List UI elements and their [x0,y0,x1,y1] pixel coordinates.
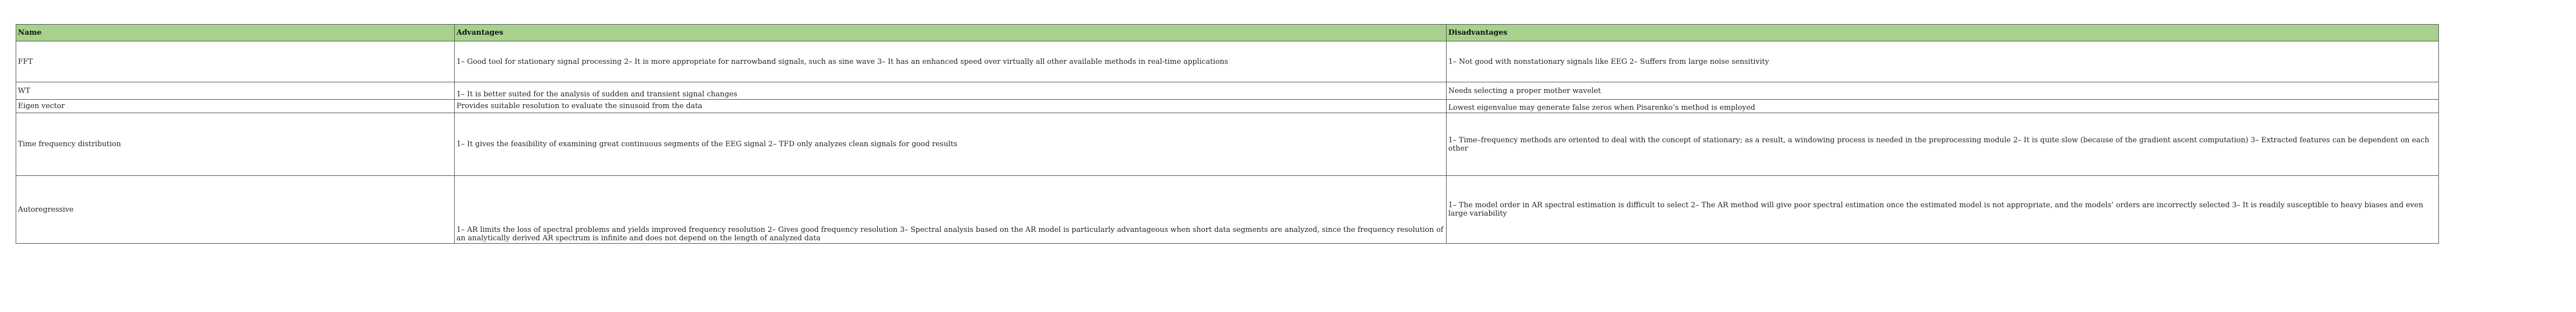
advantages-cell: 1– It gives the feasibility of examining great continuous segments of the EEG signal 2– TFD only analyzes clean signals for good results [455,113,1447,176]
table-row [16,41,2439,82]
disadvantages-cell: 1– Not good with nonstationary signals like EEG 2– Suffers from large noise sensitivity [1447,41,2439,82]
method-name: Eigen vector [16,100,455,113]
header-disadvantages: Disadvantages [1447,25,2439,41]
disadvantages-cell: Needs selecting a proper mother wavelet [1447,82,2439,100]
disadvantages-cell: Lowest eigenvalue may generate false zeros when Pisarenko’s method is employed [1447,100,2439,113]
advantages-cell: 1– AR limits the loss of spectral problems and yields improved frequency resolution 2– Gives good frequency resolution 3– Spectral analysis based on the AR model is particularly advantageous when short data segments are analyzed, since the frequency resolution of an analytically derived AR spectrum is infinite and does not depend on the length of analyzed data [455,176,1447,244]
method-name: WT [16,82,455,100]
method-name: FFT [16,41,455,82]
advantages-cell: 1– It is better suited for the analysis of sudden and transient signal changes [455,82,1447,100]
table-row [16,100,2439,113]
method-name: Time frequency distribution [16,113,455,176]
disadvantages-cell: 1– The model order in AR spectral estimation is difficult to select 2– The AR method will give poor spectral estimation once the estimated model is not appropriate, and the models’ orders are incorrectly selected 3– It is readily susceptible to heavy biases and even large variability [1447,176,2439,244]
method-name: Autoregressive [16,176,455,244]
comparison-table [16,24,2439,244]
table-row [16,113,2439,176]
advantages-cell: Provides suitable resolution to evaluate the sinusoid from the data [455,100,1447,113]
disadvantages-cell: 1– Time–frequency methods are oriented to deal with the concept of stationary; as a result, a windowing process is needed in the preprocessing module 2– It is quite slow (because of the gradient ascent computation) 3– Extracted features can be dependent on each other [1447,113,2439,176]
header-advantages: Advantages [455,25,1447,41]
table-row [16,82,2439,100]
header-row [16,25,2439,41]
table-row [16,176,2439,244]
advantages-cell: 1– Good tool for stationary signal processing 2– It is more appropriate for narrowband signals, such as sine wave 3– It has an enhanced speed over virtually all other available methods in real-time applications [455,41,1447,82]
header-name: Name [16,25,455,41]
